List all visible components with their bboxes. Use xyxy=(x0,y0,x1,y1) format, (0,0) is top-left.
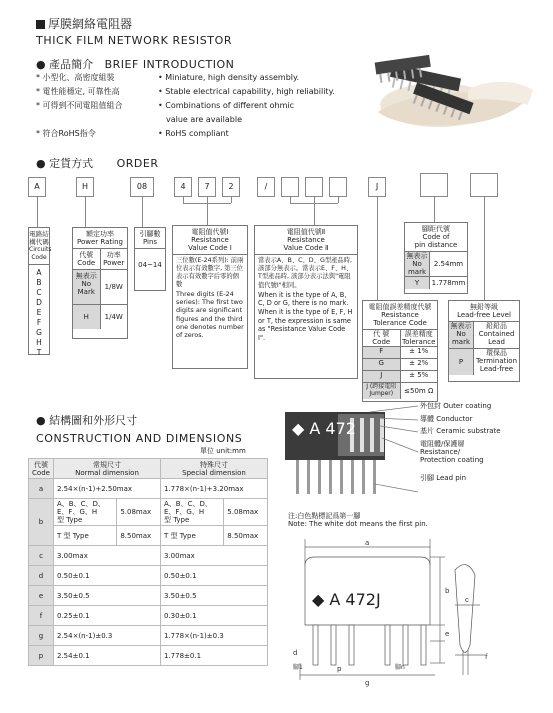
code-box-leadfree xyxy=(470,173,498,197)
construction-heading-en: CONSTRUCTION AND DIMENSIONS xyxy=(36,432,243,445)
intro-item: * 可得到不同電阻值組合 xyxy=(36,101,123,110)
code-box-value2-a xyxy=(281,177,299,197)
table-row: e 3.50±0.5 3.50±0.5 xyxy=(29,586,268,606)
value1-body-en: Three digits (E-24 series): The first two digits are significant figures and the third one denotes number of zeros. xyxy=(176,290,244,340)
tol-row3-val: ± 5% xyxy=(409,371,429,379)
pitch-row2-val: 1.778mm xyxy=(431,279,466,287)
note-en: Note: The white dot means the first pin. xyxy=(288,520,428,528)
lf-row2-val-cn: 環保品 xyxy=(486,349,507,357)
pitch-row1-en1: No xyxy=(412,260,422,268)
dim-c: c xyxy=(465,596,469,604)
dimension-part-marking-text: A 472J xyxy=(329,590,381,609)
code-box-circuit: A xyxy=(28,177,46,197)
intro-item: * 小型化、高密度組裝 xyxy=(36,73,115,82)
tol-col1-cn: 代 號 xyxy=(373,330,390,338)
intro-en-2b: value are available xyxy=(166,115,242,124)
code-box-value1-a: 4 xyxy=(174,177,192,197)
lead-free-box xyxy=(448,300,520,382)
pinn-label: 腳n xyxy=(395,664,405,671)
callout-substrate: 基片 Ceramic substrate xyxy=(420,427,501,435)
intro-heading-cn: 產品簡介 xyxy=(49,58,94,71)
tol-row3-code: J xyxy=(363,371,401,382)
table-row: f 0.25±0.1 0.30±0.1 xyxy=(29,606,268,626)
value-code-2-box xyxy=(254,225,358,379)
callout-resistance-en: Resistance/ xyxy=(420,448,461,456)
tol-en1: Resistance xyxy=(381,311,419,319)
value2-body-cn: 當表示A、B、C、D、G型產品時, 該部分無表示。當表示E、F、H、T型產品時, 該部分表示法與"電阻值代號Ⅰ"相同。 xyxy=(258,257,353,289)
col-code-en: Code xyxy=(32,468,50,477)
code-box-value2-c xyxy=(329,177,347,197)
dimension-drawing xyxy=(285,535,510,690)
intro-en-1: Stable electrical capability, high reliability. xyxy=(165,87,335,96)
tol-row4-val: ≤50m Ω xyxy=(404,387,434,395)
value1-en2: Value Code Ⅰ xyxy=(188,244,232,252)
code-box-value1-c: 2 xyxy=(222,177,240,197)
lf-row1-val-en2: Lead xyxy=(488,338,505,346)
callout-resistance-cn: 電阻體/保護層 xyxy=(420,440,465,448)
construction-heading-cn: 結構圖和外形尺寸 xyxy=(49,414,138,427)
code-box-value2-b xyxy=(305,177,323,197)
title-cn: 厚膜網絡電阻器 xyxy=(48,17,133,31)
circuits-en1: Circuits xyxy=(29,246,52,253)
intro-en-0: Miniature, high density assembly. xyxy=(165,73,300,82)
value2-cn: 電阻值代號Ⅱ xyxy=(286,228,326,236)
col-code-cn: 代號 xyxy=(34,460,48,469)
unit-label: 單位 unit:mm xyxy=(200,447,246,455)
value1-en1: Resistance xyxy=(191,236,229,244)
lf-row2-val-en1: Termination xyxy=(475,357,518,365)
intro-en-3: RoHS compliant xyxy=(165,129,229,138)
table-row: p 2.54±0.1 1.778±0.1 xyxy=(29,646,268,666)
power-row2-code: H xyxy=(73,305,101,329)
tol-col1-en: Code xyxy=(372,338,391,346)
lf-row1-cn: 無表示 xyxy=(450,322,472,330)
dim-d: d xyxy=(293,649,298,657)
part-marking-text: A 472 xyxy=(309,419,356,438)
col-special-en: Special dimension xyxy=(182,468,246,477)
lf-row1-val-cn: 鉛鉛品 xyxy=(486,322,507,330)
code-box-pins: 08 xyxy=(130,177,154,197)
pins-en: Pins xyxy=(142,238,158,246)
power-en: Power Rating xyxy=(77,238,123,246)
pitch-row1-en2: mark xyxy=(407,268,427,276)
note-cn: 注:白色點標記爲第一腳 xyxy=(288,512,361,520)
dim-g: g xyxy=(365,679,370,687)
pitch-row1-cn: 無表示 xyxy=(406,252,428,260)
dim-b: b xyxy=(445,587,450,595)
tol-row4-code: J (跨接電阻 Jumper) xyxy=(363,383,401,399)
col-normal-en: Normal dimension xyxy=(75,468,139,477)
table-row: g 2.54×(n-1)±0.3 1.778×(n-1)±0.3 xyxy=(29,626,268,646)
pins-range: 04~14 xyxy=(138,261,162,269)
tol-row2-code: G xyxy=(363,359,401,370)
bullet-dot-icon: ● xyxy=(36,414,46,427)
lf-en: Lead-free Level xyxy=(457,311,511,319)
circuits-code-box xyxy=(28,227,50,355)
lf-cn: 無鉛等級 xyxy=(470,303,498,311)
order-heading-en: ORDER xyxy=(116,157,159,170)
callout-outer-coating: 外包封 Outer coating xyxy=(420,402,492,410)
note xyxy=(288,512,428,528)
square-bullet-icon xyxy=(36,20,45,29)
page-header xyxy=(36,18,232,47)
value2-en2: Value Code Ⅱ xyxy=(283,244,329,252)
order-heading xyxy=(36,155,158,171)
table-row: a 2.54×(n-1)+2.50max 1.778×(n-1)+3.20max xyxy=(29,479,268,499)
dimension-part-marking: ◆ A 472J xyxy=(312,590,381,609)
bullet-dot-icon: ● xyxy=(36,58,46,71)
power-row2-val: 1/4W xyxy=(104,313,123,321)
intro-heading xyxy=(36,56,234,72)
pitch-en2: pin distance xyxy=(414,241,458,249)
intro-item: * 電性能穩定, 可靠性高 xyxy=(36,87,120,96)
pins-box xyxy=(134,227,166,291)
tol-en2: Tolerance Code xyxy=(373,319,427,327)
product-photo xyxy=(368,50,538,140)
tol-row2-val: ± 2% xyxy=(409,359,429,367)
col-normal-cn: 常規尺寸 xyxy=(92,460,121,469)
code-box-slash: / xyxy=(257,177,275,197)
part-marking: ◆ A 472 xyxy=(292,419,356,438)
pins-cn: 引腳數 xyxy=(139,230,161,238)
lf-row1-en2: mark xyxy=(451,338,471,346)
callout-protection: Protection coating xyxy=(420,456,484,464)
tol-cn: 電阻值誤差精度代號 xyxy=(368,303,432,311)
power-row1-code-en2: Mark xyxy=(77,288,95,296)
table-row: d 0.50±0.1 0.50±0.1 xyxy=(29,566,268,586)
value1-body-cn: 三位數(E-24系列): 前兩位表示有效數字, 第三位表示有效數字后零的個數 xyxy=(176,257,244,288)
pin1-label: 腳1 xyxy=(293,664,303,671)
dimension-table xyxy=(28,458,268,666)
power-row1-val: 1/8W xyxy=(104,283,123,291)
table-row: c 3.00max 3.00max xyxy=(29,546,268,566)
intro-en-2: Combinations of different ohmic xyxy=(165,101,294,110)
power-rating-box xyxy=(72,227,128,339)
pitch-cn: 腳距代號 xyxy=(422,225,450,233)
callout-list xyxy=(420,402,550,482)
table-row: T 型 Type 8.50max T 型 Type 8.50max xyxy=(29,526,268,546)
pitch-en1: Code of xyxy=(422,233,450,241)
dim-f: f xyxy=(485,653,488,661)
code-box-pitch xyxy=(420,173,448,197)
power-col2-cn: 功率 xyxy=(106,251,121,259)
value2-en1: Resistance xyxy=(287,236,325,244)
code-box-tolerance: J xyxy=(368,177,386,197)
dim-a: a xyxy=(365,539,370,547)
tol-col2-cn: 誤差精度 xyxy=(404,330,433,338)
intro-item: * 符合RoHS指令 xyxy=(36,129,96,138)
tol-col2-en: Tolerance xyxy=(402,338,436,346)
power-row1-code-cn: 無表示 xyxy=(75,272,97,280)
tolerance-code-box xyxy=(362,300,438,402)
power-cn: 額定功率 xyxy=(86,230,114,238)
bullet-dot-icon: ● xyxy=(36,157,46,170)
lf-row1-en1: No xyxy=(456,330,466,338)
circuits-cn: 電路結構代碼 xyxy=(29,230,49,246)
title-en: THICK FILM NETWORK RESISTOR xyxy=(36,34,233,47)
power-row1-code-en1: No xyxy=(81,280,92,288)
callout-lead-pin: 引腳 Lead pin xyxy=(420,474,467,482)
code-box-power: H xyxy=(76,177,94,197)
pitch-row1-val: 2.54mm xyxy=(433,260,464,268)
power-col1-en: Code xyxy=(77,259,96,267)
power-col2-en: Power xyxy=(103,259,125,267)
pitch-row2-code: Y xyxy=(405,277,430,289)
lf-row2-code: P xyxy=(449,349,474,375)
circuits-letters: A B C D E F G H T xyxy=(36,268,42,357)
col-special-cn: 特殊尺寸 xyxy=(199,460,228,469)
code-box-value1-b: 7 xyxy=(198,177,216,197)
value-code-1-box xyxy=(172,225,248,369)
power-col1-cn: 代號 xyxy=(79,251,94,259)
callout-conductor: 導體 Conductor xyxy=(420,415,473,423)
intro-list-cn xyxy=(36,73,166,143)
intro-list-en: • Miniature, high density assembly. • Stable electrical capability, high reliability. • Combinations of different ohmic value are available • RoHS compliant xyxy=(158,73,388,143)
construction-heading xyxy=(36,412,242,445)
order-heading-cn: 定貨方式 xyxy=(49,157,94,170)
dim-e: e xyxy=(445,630,450,638)
dim-p: p xyxy=(337,665,342,673)
lf-row2-val-en2: Lead-free xyxy=(479,365,514,373)
tol-row1-val: ± 1% xyxy=(409,347,429,355)
circuits-en2: Code xyxy=(31,254,47,261)
value2-body-en: When it is the type of A, B, C, D or G, there is no mark. When it is the type of E, F, H or T, the expression is same as "Resistance Value Code Ⅰ". xyxy=(258,290,353,342)
lf-row1-val-en1: Contained xyxy=(478,330,515,338)
intro-heading-en: BRIEF INTRODUCTION xyxy=(104,58,235,71)
pin-distance-box xyxy=(404,222,468,294)
table-row: b A、B、C、D、 E、F、G、H 型 Type 5.08max A、B、C、D、 E、F、G、H 型 Type 5.08max xyxy=(29,499,268,526)
value1-cn: 電阻值代號Ⅰ xyxy=(191,228,229,236)
tol-row1-code: F xyxy=(363,347,401,358)
